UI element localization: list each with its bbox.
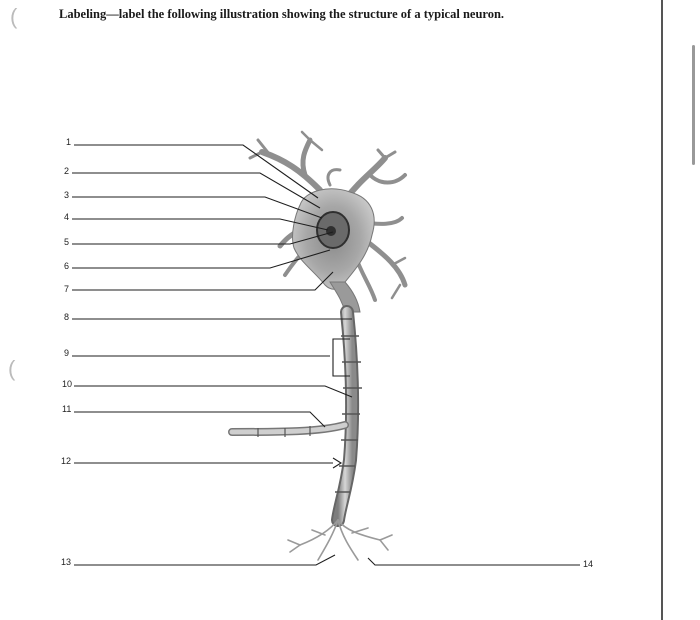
axon-collateral: [232, 425, 345, 437]
label-number-4: 4: [64, 212, 70, 222]
label-number-1: 1: [66, 137, 72, 147]
binder-hole-mark-top: (: [10, 4, 18, 29]
label-number-12: 12: [61, 456, 72, 466]
axon-terminals: [288, 520, 392, 560]
label-number-3: 3: [64, 190, 70, 200]
label-number-6: 6: [64, 261, 70, 271]
label-number-10: 10: [62, 379, 73, 389]
leader-line-4: [72, 219, 328, 230]
label-number-9: 9: [64, 348, 70, 358]
nucleolus: [326, 226, 336, 236]
axon: [335, 312, 362, 520]
label-number-5: 5: [64, 237, 70, 247]
label-number-14: 14: [583, 559, 594, 569]
leader-line-10: [74, 386, 352, 397]
label-number-8: 8: [64, 312, 70, 322]
label-number-11: 11: [62, 404, 72, 414]
leader-line-7: [72, 272, 333, 290]
leader-line-1: [74, 145, 318, 198]
leader-line-14: [368, 558, 580, 565]
leader-line-3: [72, 197, 322, 218]
leader-line-13: [74, 555, 335, 565]
leader-line-2: [72, 173, 320, 208]
label-number-13: 13: [61, 557, 72, 567]
binder-hole-mark-middle: (: [8, 356, 16, 381]
worksheet-title: Labeling—label the following illustration showing the structure of a typical neuron.: [59, 7, 505, 21]
label-number-7: 7: [64, 284, 70, 294]
label-number-2: 2: [64, 166, 70, 176]
leader-line-11: [74, 412, 325, 427]
